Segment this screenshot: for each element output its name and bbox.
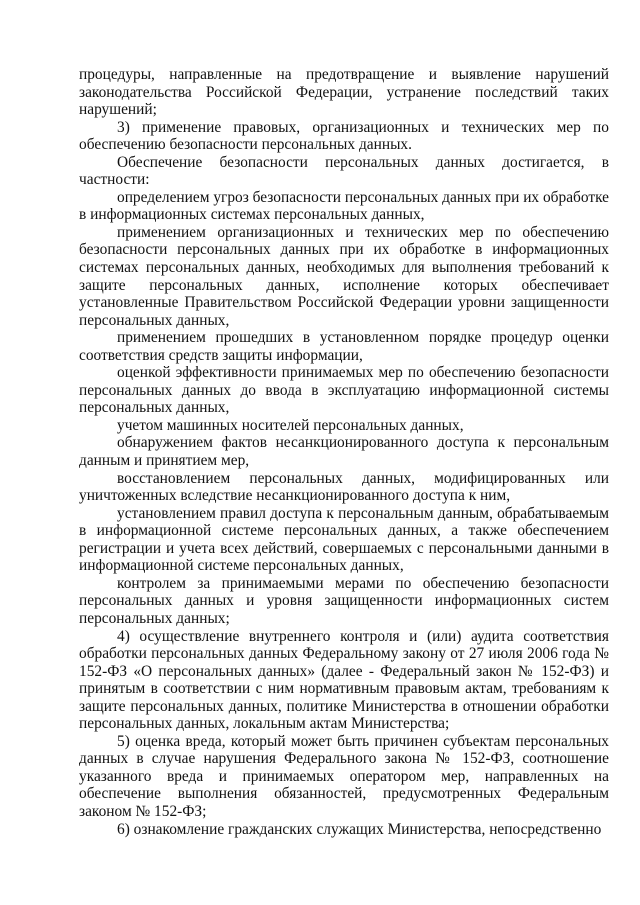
paragraph-item-5: 5) оценка вреда, который может быть причинен субъектам персональных данных в случае нарушения Федерального закона № 152-ФЗ, соотношение указанного вреда и принимаемых оператором мер, направленных на обеспечение выполнения обязанностей, предусмотренных Федеральным законом № 152-ФЗ; — [79, 732, 609, 820]
paragraph-continuation: процедуры, направленные на предотвращение и выявление нарушений законодательства Российской Федерации, устранение последствий таких нарушений; — [79, 66, 609, 119]
paragraph-org-tech-measures: применением организационных и технических мер по обеспечению безопасности персональных данных при их обработке в информационных системах персональных данных, необходимых для выполнения требований к защите персональных данных, исполнение которых обеспечивает установленные Правительством Российской Федерации уровни защищенности персональных данных, — [79, 223, 609, 329]
paragraph-item-4: 4) осуществление внутреннего контроля и (или) аудита соответствия обработки персональных данных Федеральному закону от 27 июля 2006 года № 152-ФЗ «О персональных данных» (далее - Федеральный закон № 152-ФЗ) и принятым в соответствии с ним нормативным правовым актам, требованиям к защите персональных данных, политике Министерства в отношении обработки персональных данных, локальным актам Министерства; — [79, 627, 609, 733]
paragraph-media-accounting: учетом машинных носителей персональных данных, — [117, 416, 464, 434]
paragraph-item-6: 6) ознакомление гражданских служащих Министерства, непосредственно — [117, 820, 602, 838]
paragraph-control-measures: контролем за принимаемыми мерами по обеспечению безопасности персональных данных и уровня защищенности информационных систем персональных данных; — [79, 574, 609, 627]
paragraph-conformity-assessment: применением прошедших в установленном порядке процедур оценки соответствия средств защиты информации, — [79, 329, 609, 364]
paragraph-effectiveness-evaluation: оценкой эффективности принимаемых мер по обеспечению безопасности персональных данных до ввода в эксплуатацию информационной системы персональных данных, — [79, 364, 609, 417]
paragraph-access-rules: установлением правил доступа к персональным данным, обрабатываемым в информационной системе персональных данных, а также обеспечением регистрации и учета всех действий, совершаемых с персональными данными в информационной системе персональных данных, — [79, 504, 609, 575]
paragraph-unauthorized-access-detection: обнаружением фактов несанкционированного доступа к персональным данным и принятием мер, — [79, 434, 609, 470]
paragraph-threat-identification: определением угроз безопасности персональных данных при их обработке в информационных системах персональных данных, — [79, 188, 609, 224]
document-body — [79, 66, 609, 838]
paragraph-data-restoration: восстановлением персональных данных, модифицированных или уничтоженных вследствие несанкционированного доступа к ним, — [79, 469, 609, 505]
paragraph-item-3: 3) применение правовых, организационных и технических мер по обеспечению безопасности персональных данных. — [79, 118, 609, 154]
paragraph-intro: Обеспечение безопасности персональных данных достигается, в частности: — [79, 153, 609, 189]
